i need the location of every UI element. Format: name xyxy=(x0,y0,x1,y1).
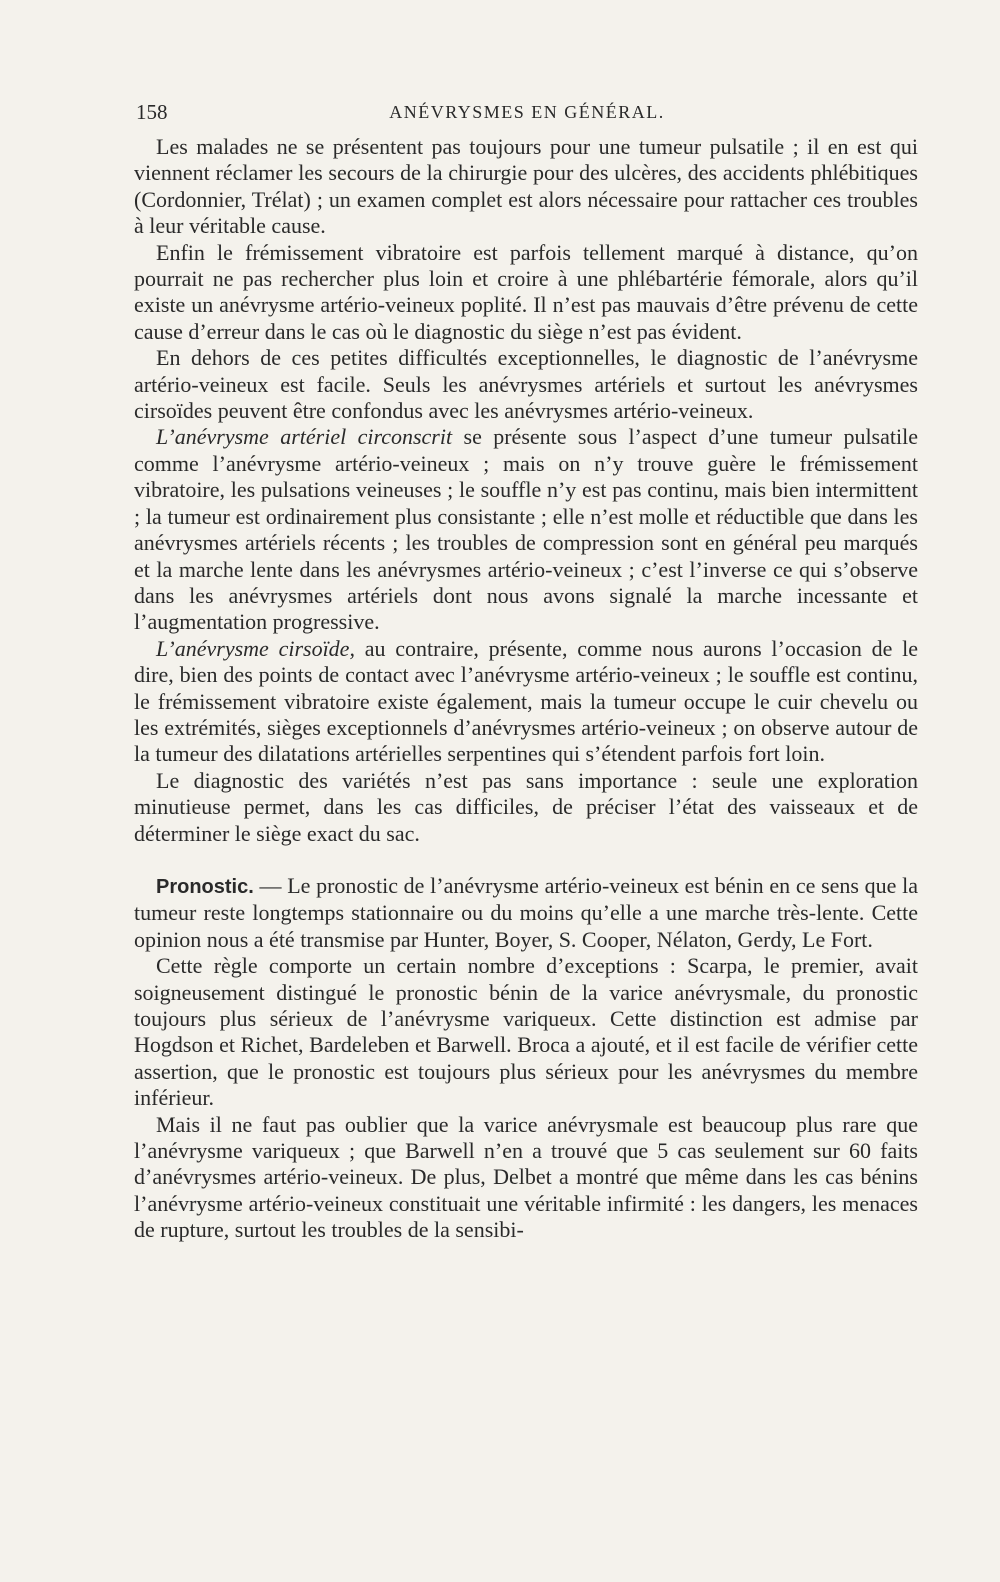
paragraph-4-italic-term: L’anévrysme artériel circonscrit xyxy=(156,424,453,450)
paragraph-5 xyxy=(134,636,918,768)
section-heading-pronostic: Pronostic. xyxy=(156,875,254,898)
page-number: 158 xyxy=(136,100,168,124)
paragraph-9 xyxy=(134,1112,918,1244)
running-title: ANÉVRYSMES EN GÉNÉRAL. xyxy=(389,102,665,122)
paragraph-8-text: Cette règle comporte un certain nombre d’exceptions : Scarpa, le premier, avait soigneusement distingué le pronostic bénin de la varice anévrysmale, du pronostic toujours plus sérieux de l’anévrysme variqueux. Cette distinction est admise par Hogdson et Richet, Bardeleben et Barwell. Broca a ajouté, et il est facile de vérifier cette assertion, que le pronostic est toujours plus sérieux pour les anévrysmes du membre inférieur. xyxy=(134,953,918,1111)
paragraph-2-text: Enfin le frémissement vibratoire est parfois tellement marqué à distance, qu’on pourrait ne pas rechercher plus loin et croire à une phlébartérie fémorale, alors qu’il existe un anévrysme artério-veineux poplité. Il n’est pas mauvais d’être prévenu de cette cause d’erreur dans le cas où le diagnostic du siège n’est pas évident. xyxy=(134,239,918,344)
paragraph-4 xyxy=(134,424,918,635)
paragraph-pronostic-text: — Le pronostic de l’anévrysme artério-veineux est bénin en ce sens que la tumeur reste longtemps stationnaire ou du moins qu’elle a une marche très-lente. Cette opinion nous a été transmise par Hunter, Boyer, S. Cooper, Nélaton, Gerdy, Le Fort. xyxy=(134,872,918,952)
paragraph-9-text: Mais il ne faut pas oublier que la varice anévrysmale est beaucoup plus rare que l’anévrysme variqueux ; que Barwell n’en a trouvé que 5 cas seulement sur 60 faits d’anévrysmes artério-veineux. De plus, Delbet a montré que même dans les cas bénins l’anévrysme artério-veineux constituait une véritable infirmité : les dangers, les menaces de rupture, surtout les troubles de la sensibi- xyxy=(134,1111,918,1243)
paragraph-8 xyxy=(134,953,918,1111)
paragraph-3 xyxy=(134,345,918,424)
paragraph-6-text: Le diagnostic des variétés n’est pas sans importance : seule une exploration minutieuse permet, dans les cas difficiles, de préciser l’état des vaisseaux et de déterminer le siège exact du sac. xyxy=(134,767,918,846)
paragraph-3-text: En dehors de ces petites difficultés exceptionnelles, le diagnostic de l’anévrysme artério-veineux est facile. Seuls les anévrysmes artériels et surtout les anévrysmes cirsoïdes peuvent être confondus avec les anévrysmes artério-veineux. xyxy=(134,345,918,424)
paragraph-5-italic-term: L’anévrysme cirsoïde, xyxy=(156,635,355,661)
body-text xyxy=(134,134,918,1244)
paragraph-1 xyxy=(134,134,918,240)
paragraph-5-text: au contraire, présente, comme nous aurons l’occasion de le dire, bien des points de contact avec l’anévrysme artério-veineux ; le souffle est continu, le frémissement vibratoire existe également, mais la tumeur occupe le cuir chevelu ou les extrémités, sièges exceptionnels d’anévrysmes artério-veineux ; on observe autour de la tumeur des dilatations artérielles serpentines qui s’étendent parfois fort loin. xyxy=(134,635,918,767)
page-header xyxy=(136,100,918,130)
paragraph-1-text: Les malades ne se présentent pas toujours pour une tumeur pulsatile ; il en est qui viennent réclamer les secours de la chirurgie pour des ulcères, des accidents phlébitiques (Cordonnier, Trélat) ; un examen complet est alors nécessaire pour rattacher ces troubles à leur véritable cause. xyxy=(134,134,918,239)
paragraph-4-text: se présente sous l’aspect d’une tumeur pulsatile comme l’anévrysme artério-veineux ; mais on n’y trouve guère le frémissement vibratoire, les pulsations veineuses ; le souffle n’y est pas continu, mais bien intermittent ; la tumeur est ordinairement plus consistante ; elle n’est molle et réductible que dans les anévrysmes artériels récents ; les troubles de compression sont en général peu marqués et la marche lente dans les anévrysmes artério-veineux ; c’est l’inverse ce qui s’observe dans les anévrysmes artériels dont nous avons signalé la marche incessante et l’augmentation progressive. xyxy=(134,424,918,635)
paragraph-2 xyxy=(134,240,918,346)
paragraph-pronostic xyxy=(134,873,918,953)
paragraph-6 xyxy=(134,768,918,847)
